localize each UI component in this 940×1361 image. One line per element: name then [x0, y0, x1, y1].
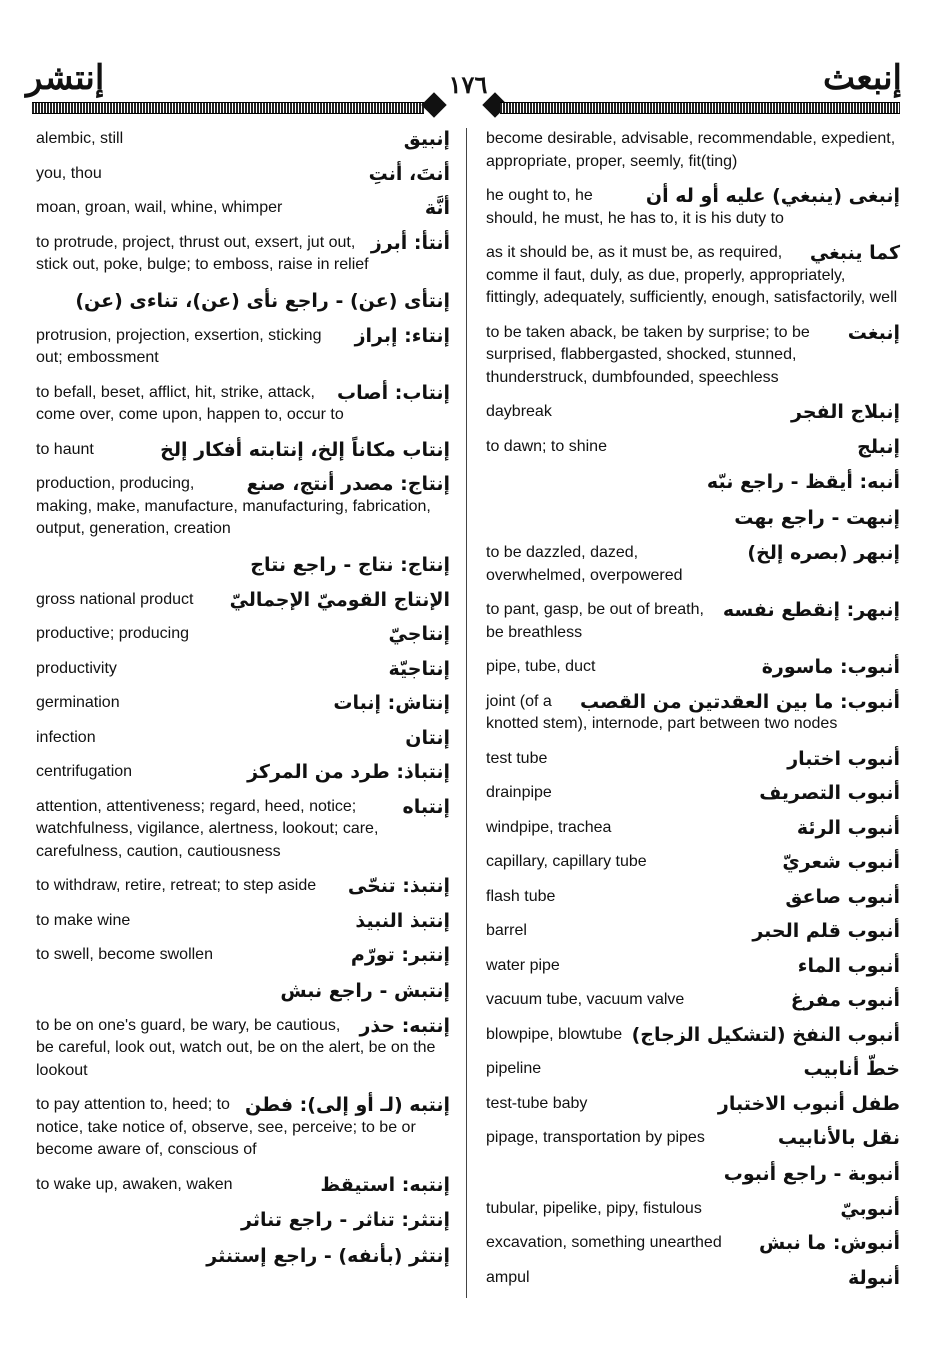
dictionary-entry — [486, 1198, 900, 1221]
dictionary-headword: أنبوبة - راجع أنبوب — [723, 1162, 900, 1185]
dictionary-entry — [486, 851, 900, 874]
dictionary-headword: إنتاج: نتاج - راجع نتاج — [250, 553, 450, 576]
dictionary-entry — [36, 875, 450, 898]
dictionary-definition: infection — [36, 728, 96, 746]
dictionary-definition: to pant, gasp, be out of breath, be breathless — [486, 601, 704, 641]
dictionary-entry — [486, 1024, 900, 1047]
page-number: ١٧٦ — [448, 70, 488, 99]
dictionary-entry — [36, 1094, 450, 1162]
dictionary-headword: أنبوب مفرغ — [790, 989, 900, 1011]
dictionary-headword: خطّ أنابيب — [803, 1058, 900, 1080]
dictionary-headword: أنبوب النفخ (لتشكيل الزجاج) — [631, 1023, 900, 1046]
dictionary-definition: as it should be, as it must be, as required, comme il faut, duly, as due, properly, appropriately, fittingly, adequately, sufficiently, enough, satisfactorily, well — [486, 244, 898, 306]
dictionary-entry — [36, 1015, 450, 1083]
dictionary-headword: أنبوب الرئة — [796, 816, 900, 839]
dictionary-definition: to be dazzled, dazed, overwhelmed, overpowered — [486, 544, 683, 584]
dictionary-definition: gross national product — [36, 590, 194, 608]
dictionary-headword: أنبوب صاعق — [785, 885, 900, 908]
dictionary-headword: طفل أنبوب الاختبار — [717, 1092, 900, 1115]
dictionary-definition: to befall, beset, afflict, hit, strike, attack, come over, come upon, happen to, occur to — [36, 383, 344, 423]
dictionary-headword: إنتان — [405, 726, 450, 749]
dictionary-headword: إنبهر (بصره إلخ) — [747, 542, 900, 564]
dictionary-entry — [486, 436, 900, 459]
dictionary-definition: test-tube baby — [486, 1094, 588, 1112]
dictionary-definition: water pipe — [486, 956, 560, 974]
dictionary-entry — [36, 439, 450, 462]
dictionary-definition: he ought to, he should, he must, he has to, it is his duty to — [486, 187, 784, 227]
dictionary-entry — [486, 322, 900, 390]
left-column — [36, 128, 450, 1280]
right-column — [486, 128, 900, 1301]
dictionary-definition: joint (of a knotted stem), internode, part between two nodes — [486, 692, 838, 732]
dictionary-entry — [36, 589, 450, 612]
dictionary-definition: you, thou — [36, 164, 102, 182]
dictionary-headword: إنتأى (عن) - راجع نأى (عن)، تناءى (عن) — [75, 289, 450, 312]
dictionary-headword: إنتاجيّ — [388, 623, 450, 645]
dictionary-entry — [36, 761, 450, 784]
dictionary-entry — [36, 128, 450, 151]
dictionary-entry — [486, 817, 900, 840]
dictionary-headword: أنتأ: أبرز — [370, 231, 450, 254]
dictionary-headword: إنتاب مكاناً إلخ، إنتابته أفكار إلخ — [160, 438, 450, 461]
dictionary-entry — [36, 910, 450, 933]
dictionary-headword: أنبوب شعريّ — [782, 851, 900, 873]
dictionary-definition: capillary, capillary tube — [486, 853, 647, 870]
dictionary-headword: أنبوب: ماسورة — [761, 656, 900, 678]
dictionary-definition: test tube — [486, 749, 548, 767]
header-rule-right — [500, 102, 900, 114]
dictionary-entry — [36, 163, 450, 186]
dictionary-entry — [486, 242, 900, 310]
dictionary-headword: إنتثر (بأنفه) - راجع إستنثر — [206, 1245, 450, 1267]
dictionary-definition: centrifugation — [36, 763, 133, 780]
dictionary-headword: نقل بالأنابيب — [777, 1127, 900, 1149]
dictionary-entry — [36, 382, 450, 427]
dictionary-definition: excavation, something unearthed — [486, 1234, 722, 1251]
dictionary-definition: windpipe, trachea — [486, 818, 612, 836]
header-guide-word-left: إنتشر — [26, 58, 105, 98]
dictionary-headword: إنتاء: إبراز — [354, 324, 450, 347]
dictionary-entry — [486, 401, 900, 424]
dictionary-entry — [36, 473, 450, 541]
dictionary-headword: إنتبذ: تنحّى — [347, 875, 450, 897]
dictionary-headword: إنبلج — [857, 435, 900, 458]
dictionary-headword: أنبوب اختبار — [787, 747, 900, 770]
dictionary-definition: germination — [36, 694, 120, 711]
dictionary-definition: to swell, become swollen — [36, 946, 213, 963]
dictionary-headword: إنبلاج الفجر — [791, 401, 900, 423]
dictionary-entry — [486, 748, 900, 771]
dictionary-entry — [486, 128, 900, 173]
dictionary-entry — [486, 989, 900, 1012]
dictionary-headword: إنبهر: إنقطع نفسه — [722, 599, 900, 621]
dictionary-entry — [486, 886, 900, 909]
dictionary-entry — [486, 1058, 900, 1081]
dictionary-headword: أنبوبيّ — [840, 1197, 900, 1220]
dictionary-definition: to pay attention to, heed; to notice, take notice of, observe, see, perceive; to be or become aware of, conscious of — [36, 1096, 416, 1158]
dictionary-entry — [36, 944, 450, 967]
dictionary-entry — [486, 542, 900, 587]
dictionary-entry — [36, 1174, 450, 1197]
dictionary-entry — [36, 658, 450, 681]
dictionary-definition: to be taken aback, be taken by surprise; to be surprised, flabbergasted, shocked, stunned, thunderstruck, dumbfounded, speechless — [486, 323, 810, 386]
dictionary-entry — [486, 656, 900, 679]
dictionary-entry — [486, 782, 900, 805]
dictionary-definition: to protrude, project, thrust out, exsert, jut out, stick out, poke, bulge; to emboss, raise in relief — [36, 233, 369, 273]
dictionary-definition: drainpipe — [486, 784, 552, 801]
dictionary-headword: إنتبذ النبيذ — [355, 909, 450, 932]
dictionary-definition: tubular, pipelike, pipy, fistulous — [486, 1199, 702, 1217]
dictionary-definition: become desirable, advisable, recommendable, expedient, appropriate, proper, seemly, fit(ting) — [486, 130, 896, 170]
dictionary-definition: to wake up, awaken, waken — [36, 1175, 233, 1193]
dictionary-entry — [36, 623, 450, 646]
dictionary-headword: إنتثر: تناثر - راجع تناثر — [241, 1209, 450, 1231]
dictionary-headword: إنتبر: تورّم — [350, 944, 450, 966]
dictionary-entry — [486, 1093, 900, 1116]
header-rule-left — [32, 102, 424, 114]
dictionary-definition: blowpipe, blowtube — [486, 1025, 623, 1043]
dictionary-headword: إنتاجيّة — [388, 657, 450, 680]
dictionary-headword: إنتبش - راجع نبش — [280, 979, 450, 1002]
dictionary-definition: ampul — [486, 1268, 530, 1286]
dictionary-entry — [486, 1232, 900, 1255]
dictionary-headword: كما ينبغي — [809, 242, 900, 264]
dictionary-headword: أنبوب الماء — [797, 954, 900, 977]
dictionary-entry — [36, 796, 450, 864]
dictionary-headword: أنتَ، أنتِ — [368, 162, 450, 185]
dictionary-headword: الإنتاج القوميّ الإجماليّ — [229, 588, 450, 611]
column-divider — [466, 128, 467, 1298]
dictionary-definition: daybreak — [486, 403, 552, 420]
dictionary-headword: أنبولة — [848, 1266, 900, 1289]
dictionary-entry — [36, 692, 450, 715]
dictionary-headword: إنتاب: أصاب — [337, 381, 450, 404]
dictionary-headword: إنتاج: مصدر أنتج، صنع — [246, 473, 450, 495]
dictionary-entry — [36, 232, 450, 277]
dictionary-definition: pipage, transportation by pipes — [486, 1129, 705, 1146]
dictionary-definition: pipe, tube, duct — [486, 658, 596, 675]
dictionary-headword: إنبغى (ينبغي) عليه أو له أن — [645, 185, 900, 207]
header-guide-word-right: إنبعث — [823, 58, 902, 98]
dictionary-headword: إنتاش: إنبات — [333, 692, 450, 714]
dictionary-headword: أنبه: أيقظ - راجع نبّه — [706, 471, 900, 493]
dictionary-entry — [486, 599, 900, 644]
dictionary-definition: barrel — [486, 922, 527, 939]
dictionary-headword: أنبوب قلم الحبر — [752, 920, 900, 942]
dictionary-definition: attention, attentiveness; regard, heed, notice; watchfulness, vigilance, alertness, lookout; care, carefulness, caution, cautiousness — [36, 797, 379, 860]
dictionary-definition: to haunt — [36, 440, 94, 458]
dictionary-headword: إنبهت - راجع بهت — [734, 507, 900, 529]
dictionary-definition: pipeline — [486, 1060, 542, 1077]
dictionary-definition: protrusion, projection, exsertion, sticking out; embossment — [36, 326, 322, 366]
dictionary-headword: إنتباه — [402, 795, 450, 818]
dictionary-headword: أنبوب التصريف — [759, 782, 900, 804]
dictionary-definition: to dawn; to shine — [486, 437, 607, 455]
dictionary-headword: إنبغت — [847, 321, 900, 344]
dictionary-definition: flash tube — [486, 887, 556, 905]
dictionary-entry — [36, 197, 450, 220]
dictionary-definition: alembic, still — [36, 130, 124, 147]
dictionary-definition: vacuum tube, vacuum valve — [486, 991, 685, 1008]
dictionary-headword: إنتبه (لـ أو إلى): فطن — [245, 1094, 450, 1116]
dictionary-entry — [486, 955, 900, 978]
dictionary-headword: أنبوش: ما نبش — [758, 1232, 900, 1254]
dictionary-headword: أنَّة — [424, 197, 450, 219]
dictionary-entry — [486, 1267, 900, 1290]
dictionary-definition: productivity — [36, 659, 117, 677]
dictionary-entry — [486, 1127, 900, 1150]
dictionary-definition: to be on one's guard, be wary, be cautious, be careful, look out, watch out, be on the alert, be on the lookout — [36, 1016, 436, 1079]
dictionary-headword: إنبيق — [403, 128, 450, 150]
dictionary-entry — [36, 325, 450, 370]
dictionary-entry — [486, 920, 900, 943]
dictionary-entry — [486, 691, 900, 736]
dictionary-entry — [36, 727, 450, 750]
dictionary-definition: to withdraw, retire, retreat; to step aside — [36, 877, 317, 894]
dictionary-headword: إنتبه: حذر — [359, 1014, 450, 1037]
dictionary-definition: moan, groan, wail, whine, whimper — [36, 199, 283, 216]
dictionary-definition: productive; producing — [36, 625, 189, 642]
dictionary-headword: إنتباذ: طرد من المركز — [247, 761, 450, 783]
dictionary-definition: to make wine — [36, 911, 131, 929]
dictionary-headword: إنتبه: استيقظ — [320, 1173, 450, 1196]
dictionary-definition: production, producing, making, make, manufacture, manufacturing, fabrication, output, generation, creation — [36, 475, 431, 537]
dictionary-headword: أنبوب: ما بين العقدتين من القصب — [580, 690, 900, 713]
dictionary-entry — [486, 185, 900, 230]
